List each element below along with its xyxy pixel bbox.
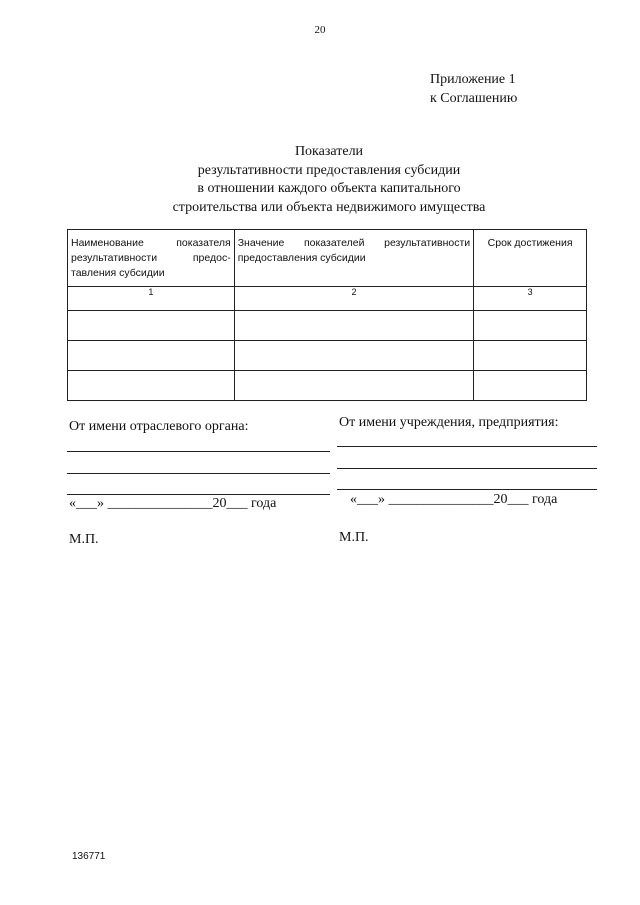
right-date-line: «___» _______________20___ года [350, 492, 558, 507]
document-title [0, 143, 640, 217]
left-date-line: «___» _______________20___ года [69, 496, 277, 511]
appendix-reference [430, 70, 517, 108]
title-line-3: в отношении каждого объекта капитального [197, 181, 461, 196]
left-signature-label: От имени отраслевого органа: [69, 419, 249, 434]
table-cell [68, 371, 235, 401]
title-line-4: строительства или объекта недвижимого имущества [172, 199, 486, 215]
appendix-line-1: Приложение 1 [430, 72, 516, 87]
indicators-table [67, 229, 587, 401]
right-signature-line-2 [337, 468, 597, 469]
column-number-3: 3 [474, 287, 587, 311]
right-signature-line-3 [337, 489, 597, 490]
appendix-line-2: к Соглашению [430, 91, 518, 106]
header-indicator-name: Наименование показателя результативности предос-тавления субсидии [68, 230, 235, 287]
document-code: 136771 [72, 851, 106, 862]
title-line-1: Показатели [294, 144, 364, 159]
left-stamp-label: М.П. [69, 532, 99, 547]
table-cell [234, 371, 473, 401]
table-header-row [68, 230, 587, 287]
page-number: 20 [314, 24, 326, 36]
table-cell [474, 371, 587, 401]
column-number-2: 2 [234, 287, 473, 311]
left-signature-line-1 [67, 451, 330, 452]
right-signature-line-1 [337, 446, 597, 447]
header-indicator-value: Значение показателей результативности предоставления субсидии [234, 230, 473, 287]
table-cell [474, 311, 587, 341]
table-number-row [68, 287, 587, 311]
table-row [68, 311, 587, 341]
right-stamp-label: М.П. [339, 530, 369, 545]
table-cell [474, 341, 587, 371]
table-row [68, 341, 587, 371]
table-cell [234, 311, 473, 341]
column-number-1: 1 [68, 287, 235, 311]
left-signature-line-2 [67, 473, 330, 474]
right-signature-label: От имени учреждения, предприятия: [339, 415, 559, 430]
table-cell [68, 341, 235, 371]
title-line-2: результативности предоставления субсидии [197, 162, 461, 178]
table-cell [234, 341, 473, 371]
table-cell [68, 311, 235, 341]
table-row [68, 371, 587, 401]
left-signature-line-3 [67, 494, 330, 495]
header-deadline: Срок достижения [474, 230, 587, 287]
